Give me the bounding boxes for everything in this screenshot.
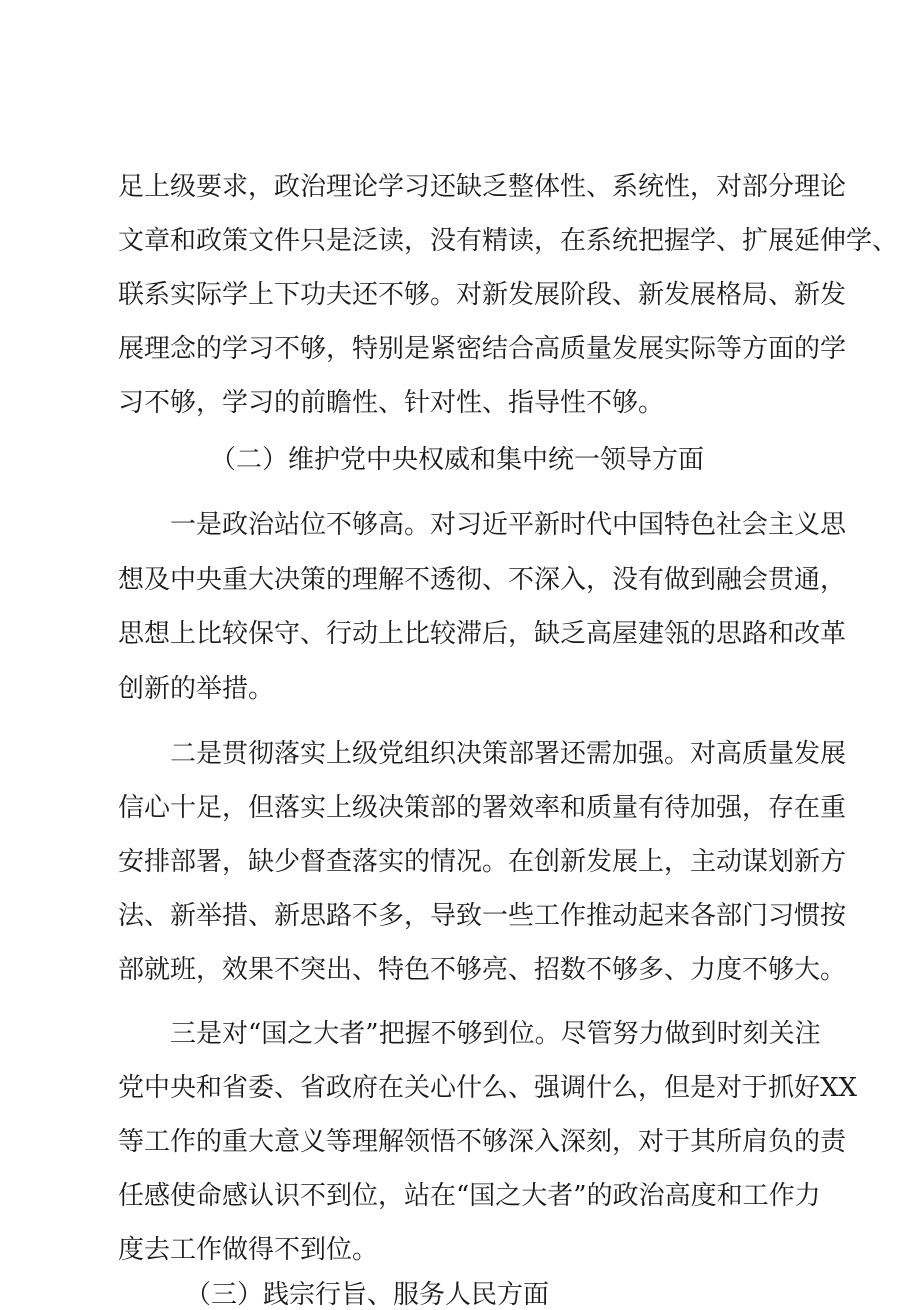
paragraph-2-line-1: 一是政治站位不够高。对习近平新时代中国特色社会主义思 [170,510,847,540]
paragraph-1-line-3: 联系实际学上下功夫还不够。对新发展阶段、新发展格局、新发 [118,280,847,310]
paragraph-2-line-2: 想及中央重大决策的理解不透彻、不深入，没有做到融会贯通， [118,565,847,595]
paragraph-1-line-2: 文章和政策文件只是泛读，没有精读，在系统把握学、扩展延伸学、 [118,226,899,256]
section-heading-3: （三）践宗行旨、服务人民方面 [185,1280,550,1310]
paragraph-3-line-2: 信心十足，但落实上级决策部的署效率和质量有待加强，存在重 [118,793,847,823]
paragraph-4-line-1: 三是对“国之大者”把握不够到位。尽管努力做到时刻关注 [170,1019,821,1049]
paragraph-1-line-5: 习不够，学习的前瞻性、针对性、指导性不够。 [118,388,665,418]
paragraph-2-line-3: 思想上比较保守、行动上比较滞后，缺乏高屋建瓴的思路和改革 [118,619,847,649]
paragraph-1-line-4: 展理念的学习不够，特别是紧密结合高质量发展实际等方面的学 [118,334,847,364]
paragraph-3-line-3: 安排部署，缺少督查落实的情况。在创新发展上，主动谋划新方 [118,847,847,877]
section-heading-2: （二）维护党中央权威和集中统一领导方面 [210,445,705,475]
paragraph-4-line-3: 等工作的重大意义等理解领悟不够深入深刻，对于其所肩负的责 [118,1127,847,1157]
paragraph-3-line-1: 二是贯彻落实上级党组织决策部署还需加强。对高质量发展 [170,739,847,769]
paragraph-3-line-4: 法、新举措、新思路不多，导致一些工作推动起来各部门习惯按 [118,901,847,931]
paragraph-4-line-4: 任感使命感认识不到位，站在“国之大者”的政治高度和工作力 [118,1181,821,1211]
paragraph-2-line-4: 创新的举措。 [118,674,275,704]
paragraph-4-line-2: 党中央和省委、省政府在关心什么、强调什么，但是对于抓好XX [118,1073,858,1103]
paragraph-3-line-5: 部就班，效果不突出、特色不够亮、招数不够多、力度不够大。 [118,955,847,985]
paragraph-1-line-1: 足上级要求，政治理论学习还缺乏整体性、系统性，对部分理论 [118,172,847,202]
paragraph-4-line-5: 度去工作做得不到位。 [118,1235,379,1265]
